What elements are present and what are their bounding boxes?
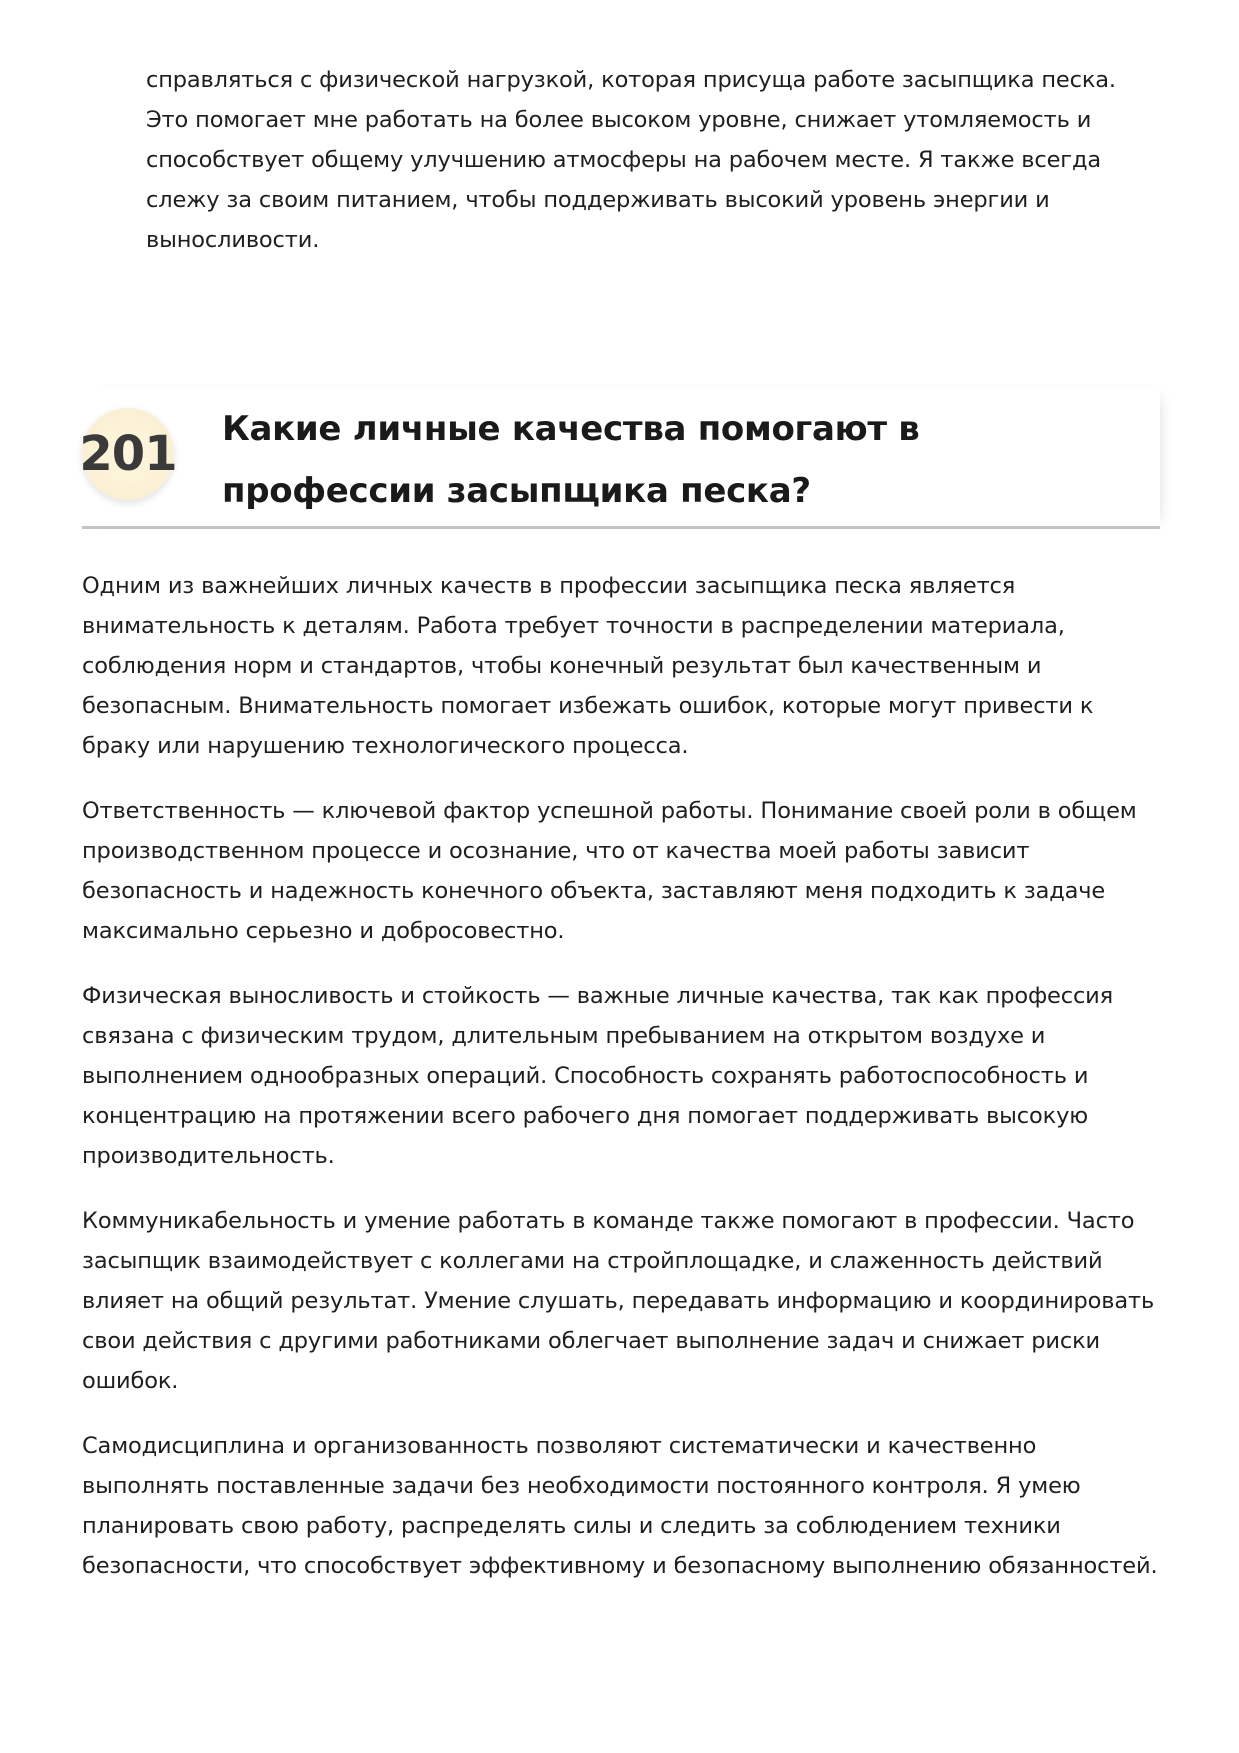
section-body — [82, 566, 1162, 1611]
question-number-badge — [79, 408, 177, 500]
previous-section-paragraph: справляться с физической нагрузкой, которая присуща работе засыпщика песка. Это помогает мне работать на более высоком уровне, снижает утомляемость и способствует общему улучшению атмосферы на рабочем месте. Я также всегда слежу за своим питанием, чтобы поддерживать высокий уровень энергии и выносливости. — [146, 67, 1116, 253]
body-paragraph: Одним из важнейших личных качеств в профессии засыпщика песка является внимательность к деталям. Работа требует точности в распределении материала, соблюдения норм и стандартов, чтобы конечный результат был качественным и безопасным. Внимательность помогает избежать ошибок, которые могут привести к браку или нарушению технологического процесса. — [82, 573, 1094, 759]
section-header — [79, 388, 1160, 529]
section-title: Какие личные качества помогают в профессии засыпщика песка? — [222, 409, 920, 511]
body-paragraph: Ответственность — ключевой фактор успешной работы. Понимание своей роли в общем производственном процессе и осознание, что от качества моей работы зависит безопасность и надежность конечного объекта, заставляют меня подходить к задаче максимально серьезно и добросовестно. — [82, 798, 1137, 944]
question-number: 201 — [79, 426, 177, 482]
body-paragraph: Коммуникабельность и умение работать в команде также помогают в профессии. Часто засыпщик взаимодействует с коллегами на стройплощадке, и слаженность действий влияет на общий результат. Умение слушать, передавать информацию и координировать свои действия с другими работниками облегчает выполнение задач и снижает риски ошибок. — [82, 1208, 1155, 1394]
body-paragraph: Самодисциплина и организованность позволяют систематически и качественно выполнять поставленные задачи без необходимости постоянного контроля. Я умею планировать свою работу, распределять силы и следить за соблюдением техники безопасности, что способствует эффективному и безопасному выполнению обязанностей. — [82, 1433, 1158, 1579]
body-paragraph: Физическая выносливость и стойкость — важные личные качества, так как профессия связана с физическим трудом, длительным пребыванием на открытом воздухе и выполнением однообразных операций. Способность сохранять работоспособность и концентрацию на протяжении всего рабочего дня помогает поддерживать высокую производительность. — [82, 983, 1114, 1169]
